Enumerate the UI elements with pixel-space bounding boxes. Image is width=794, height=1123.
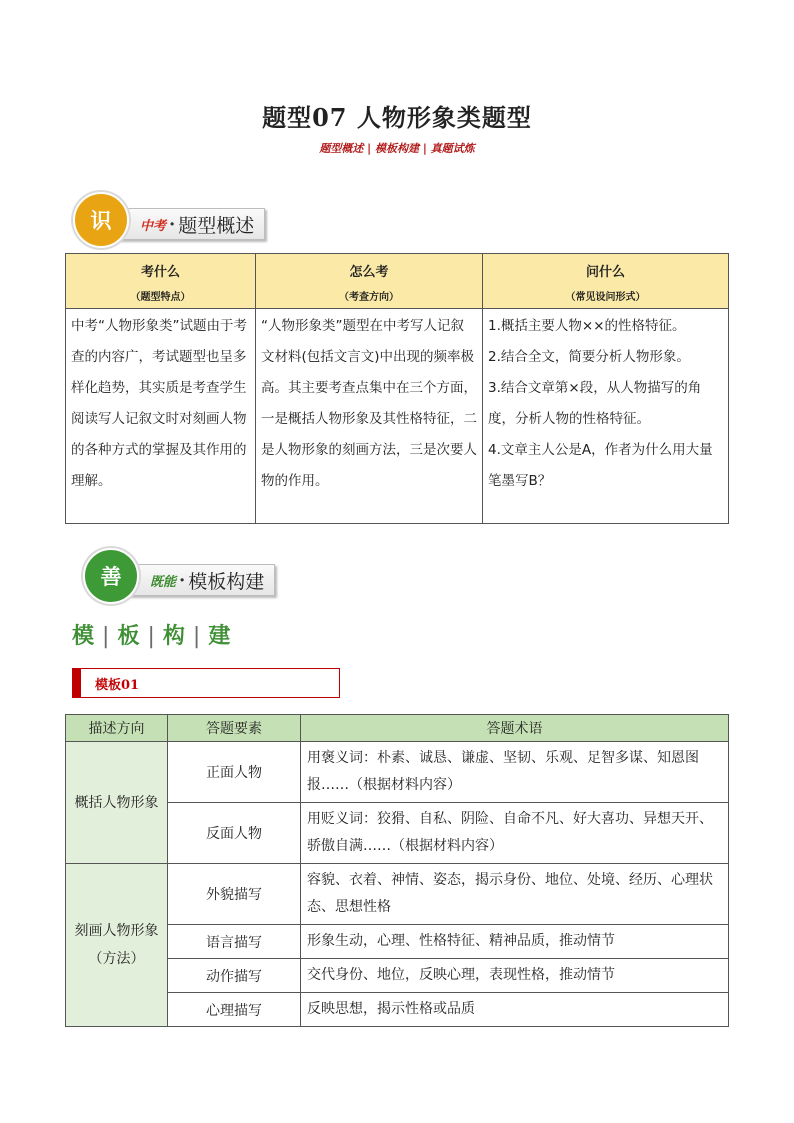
- element-cell: 反面人物: [168, 803, 301, 864]
- section-label: 模板构建: [188, 570, 265, 593]
- header-sub: （常见设问形式）: [565, 292, 646, 303]
- heading-char: 板: [117, 624, 142, 649]
- section-badge-shan: 善: [83, 548, 139, 604]
- question-item: 1.概括主要人物××的性格特征。: [488, 318, 686, 334]
- table-cell-what: 中考“人物形象类”试题由于考查的内容广，考试题型也呈多样化趋势，其实质是考查学生阅读写人记叙文时对刻画人物的各种方式的掌握及其作用的理解。: [66, 309, 256, 524]
- terms-cell: 形象生动，心理、性格特征、精神品质，推动情节: [301, 925, 729, 959]
- heading-char: 模: [72, 624, 97, 649]
- terms-cell: 反映思想，揭示性格或品质: [301, 993, 729, 1027]
- section-banner-overview: [73, 192, 313, 252]
- section-tag: 既能: [150, 574, 177, 590]
- section-dot: ·: [179, 569, 186, 591]
- table-header-cell: [256, 254, 483, 309]
- element-cell: 正面人物: [168, 742, 301, 803]
- heading-separator: |: [147, 624, 157, 649]
- template-marker: [73, 669, 81, 697]
- section-banner-template: [83, 548, 323, 608]
- template-heading: [72, 619, 232, 650]
- element-cell: 动作描写: [168, 959, 301, 993]
- table-header-cell: 答题术语: [301, 715, 729, 742]
- table-cell-questions: [483, 309, 729, 524]
- table-header-cell: 答题要素: [168, 715, 301, 742]
- terms-cell: 交代身份、地位，反映心理，表现性格，推动情节: [301, 959, 729, 993]
- heading-char: 建: [208, 624, 233, 649]
- terms-cell: 用褒义词：朴素、诚恳、谦虚、坚韧、乐观、足智多谋、知恩图报……（根据材料内容）: [301, 742, 729, 803]
- heading-char: 构: [162, 624, 187, 649]
- category-cell: 刻画人物形象（方法）: [66, 864, 168, 1027]
- heading-separator: |: [192, 624, 203, 649]
- page-title: 题型07 人物形象类题型: [262, 103, 532, 132]
- section-tag: 中考: [140, 218, 167, 234]
- header-main: 问什么: [585, 265, 625, 280]
- table-header-cell: [483, 254, 729, 309]
- template-label: 模板01: [95, 677, 140, 693]
- header-main: 考什么: [140, 265, 180, 280]
- table-header-cell: 描述方向: [66, 715, 168, 742]
- terms-cell: 用贬义词：狡猾、自私、阴险、自命不凡、好大喜功、异想天开、骄傲自满……（根据材料内容）: [301, 803, 729, 864]
- table-cell-how: “人物形象类”题型在中考写人记叙文材料(包括文言文)中出现的频率极高。其主要考查点集中在三个方面，一是概括人物形象及其性格特征，二是人物形象的刻画方法，三是次要人物的作用。: [256, 309, 483, 524]
- element-cell: 语言描写: [168, 925, 301, 959]
- element-cell: 外貌描写: [168, 864, 301, 925]
- question-overview-table: [65, 253, 729, 524]
- section-badge-shi: 识: [73, 192, 129, 248]
- question-item: 2.结合全文，简要分析人物形象。: [488, 349, 690, 365]
- section-bar: [117, 564, 275, 596]
- terms-cell: 容貌、衣着、神情、姿态，揭示身份、地位、处境、经历、心理状态、思想性格: [301, 864, 729, 925]
- question-item: 3.结合文章第×段，从人物描写的角度，分析人物的性格特征。: [488, 380, 702, 427]
- answer-template-table: [65, 714, 729, 1027]
- table-header-cell: [66, 254, 256, 309]
- section-dot: ·: [169, 213, 176, 235]
- question-item: 4.文章主人公是A，作者为什么用大量笔墨写B？: [488, 442, 713, 489]
- header-main: 怎么考: [349, 265, 389, 280]
- page-subtitle: 题型概述 | 模板构建 | 真题试炼: [319, 142, 475, 155]
- category-cell: 概括人物形象: [66, 742, 168, 864]
- section-bar: [107, 208, 265, 240]
- header-sub: （考查方向）: [339, 292, 399, 303]
- element-cell: 心理描写: [168, 993, 301, 1027]
- template-label-box: [72, 668, 340, 698]
- header-sub: （题型特点）: [130, 292, 191, 303]
- heading-separator: |: [102, 624, 112, 649]
- section-label: 题型概述: [178, 214, 255, 237]
